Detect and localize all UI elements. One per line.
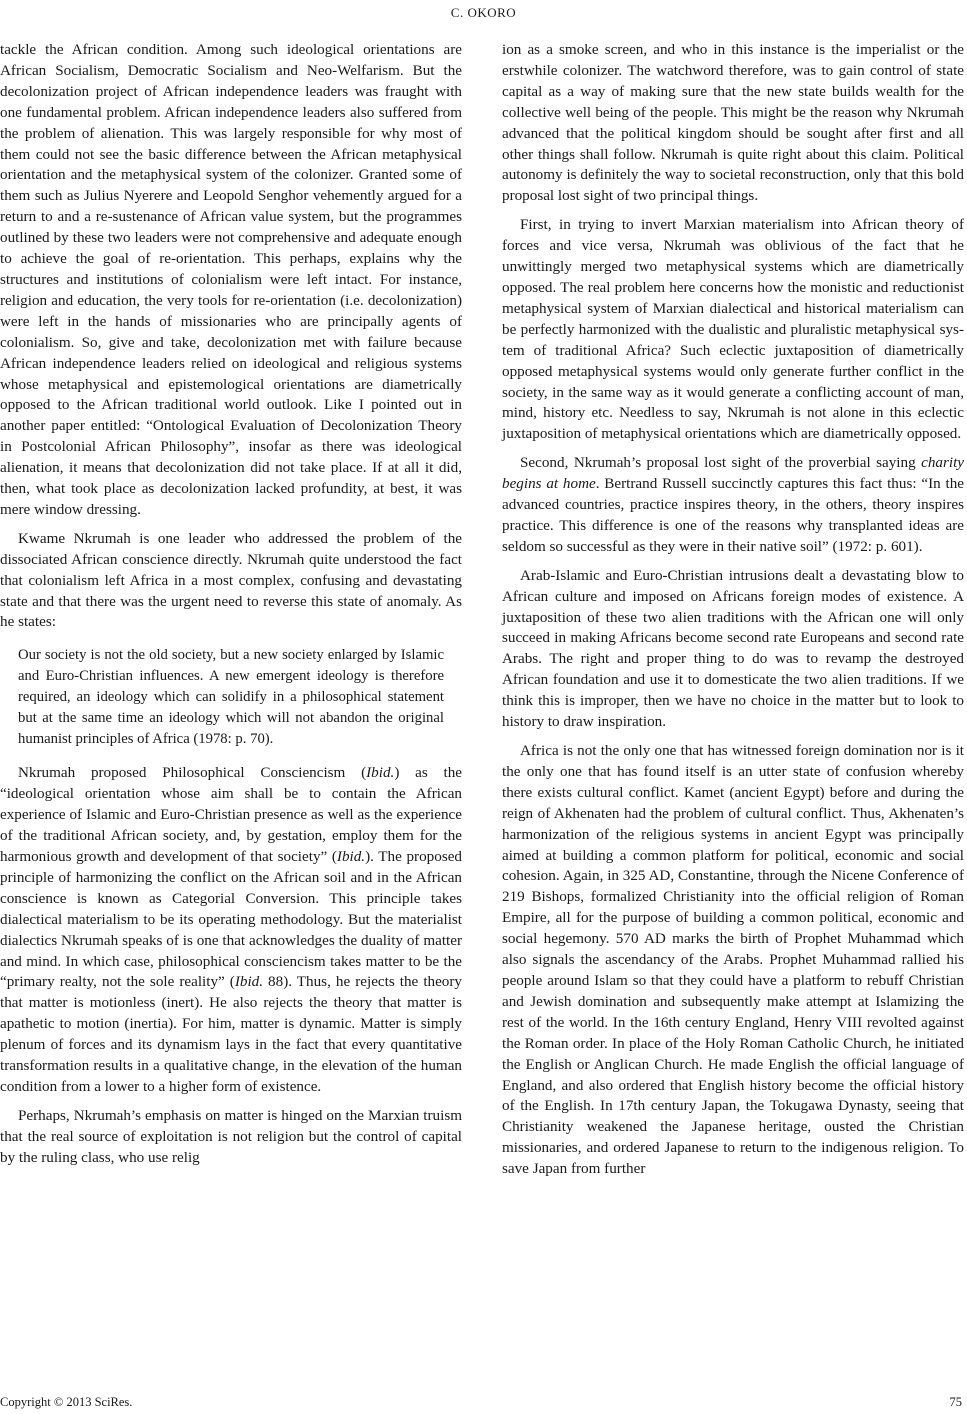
citation-ibid: Ibid. [366, 764, 395, 782]
paragraph: Kwame Nkrumah is one leader who addressed the problem of the dissociated African conscience directly. Nkrumah quite understood the fact that colonialism left Africa in a most complex, confusing and devastating state and that there was the urgent need to reverse this state of anomaly. As he states: [0, 529, 462, 631]
citation-ibid: Ibid. [234, 973, 264, 991]
text-run: ) as the “ideological orientation whose aim shall be to contain the African experience of Islamic and Euro-Christian presence as well as the experience of the traditional African society, and, by gestation, employ them for the harmonious growth and development of that society” ( [0, 764, 462, 865]
paragraph: Africa is not the only one that has witnessed foreign domination nor is it the only one that has found itself is an utter state of confusion whereby there exists cultural conflict. Kamet (ancient Egypt) before and during the reign of Akhenaten had the problem of cultural conflict. Thus, Akhenaten’s harmonization of the religious systems in ancient Egypt was principally aimed at building a common platform for political, economic and social cohesion. Again, in 325 AD, Constantine, through the Nicene Conference of 219 Bishops, formalized Christianity into the official religion of Roman Empire, all for the purpose of building a common political, economic and social hegemony. 570 AD marks the birth of Prophet Muhammad which also signals the ascendancy of the Arabs. Prophet Muhammad rallied his people around Islam so that they could have a platform to rebuff Christian and Jewish domination and subsequently make attempt at Islamizing the rest of the world. In the 16th century England, Henry VIII revolted against the Roman order. In place of the Holy Roman Catholic Church, he initiated the English or Anglican Church. He made English the official language of England, and also ordered that English history become the official history of the English. In 17th century Japan, the Tokugawa Dynasty, seeing that Christianity weakened the Japanese heritage, ousted the Christian missionaries, and ordered Japanese to return to the indigenous religion. To save Japan from further [502, 742, 964, 1178]
text-run: Second, Nkrumah’s proposal lost sight of the proverbial saying [520, 454, 922, 472]
copyright-notice: Copyright © 2013 SciRes. [0, 1395, 133, 1409]
left-column [0, 40, 462, 1177]
right-column [502, 40, 964, 1188]
page-number: 75 [949, 1395, 962, 1409]
paragraph: tackle the African condition. Among such ideological orientations are African Socialism, Democratic Socialism and Neo-Welfarism. But the decolonization project of African independence leaders was fraught with one fundamental problem. African independence leaders also suffered from the problem of alienation. This was largely responsible for why most of them could not see the basic difference between the African metaphysical orientation and the metaphysical system of the colonizer. Granted some of them such as Julius Nyerere and Leopold Senghor vehemently argued for a return to and a re-sustenance of African value system, but the programmes outlined by these two leaders were not comprehensive and adequate enough to achieve the goal of re-orientation. This perhaps, explains why the structures and institutions of colonialism were left intact. For instance, religion and education, the very tools for re-orientation (i.e. decolonization) were left in the hands of missionaries who are principally agents of colonialism. So, give and take, decolonization met with failure because African independence leaders relied on ideological and religious systems whose metaphysical and epistemological orientations are diametrically opposed to the African traditional world outlook. Like I pointed out in another paper entitled: “Ontological Evaluation of Decolonization Theory in Postcolonial African Philosophy”, insofar as there was ideological alienation, it means that decolonization did not take place. If at all it did, then, what took place as decolonization lacked profundity, at best, it was mere window dressing. [0, 41, 462, 518]
paragraph: Arab-Islamic and Euro-Christian intrusions dealt a devastating blow to African culture and imposed on Africans foreign modes of existence. A juxtaposition of these two alien traditions with the African one will only succeed in making Africans become second rate Europeans and second rate Arabs. The right and proper thing to do was to revamp the destroyed African foundation and use it to domesticate the two alien traditions. If we think this is improper, then we have no choice in the matter but to look to history to draw inspiration. [502, 566, 964, 731]
paragraph [502, 453, 964, 558]
text-run: Nkrumah proposed Philosophical Consciencism ( [18, 764, 367, 782]
text-run: 88). Thus, he rejects the theory that matter is motionless (inert). He also rejects the theory that matter is apathetic to motion (inertia). For him, matter is dynamic. Matter is simply plenum of forces and its dynamism lays in the fact that every quantitative transformation results in a qualitative change, in the elevation of the human condition from a lower to a higher form of existence. [0, 973, 462, 1095]
paragraph: First, in trying to invert Marxian materialism into African theory of forces and vice versa, Nkrumah was oblivious of the fact that he unwittingly merged two metaphysical systems which are diametrically opposed. The real problem here concerns how the monistic and reductionist metaphysical system of Marxian dialectical and historical materialism can be perfectly harmonized with the dualistic and pluralistic metaphysical system of traditional Africa? Such eclectic juxtaposition of diametrically opposed metaphysical systems would only generate further conflict in the society, in the same way as it would generate a conflicting account of man, mind, history etc. Needless to say, Nkrumah is not alone in this eclectic juxtaposition of metaphysical orientations which are diametrically opposed. [502, 216, 964, 443]
block-quote: Our society is not the old society, but a new society enlarged by Islamic and Euro-Christian influences. A new emergent ideology is therefore required, an ideology which can solidify in a philosophical statement but at the same time an ideology which will not abandon the original humanist principles of Africa (1978: p. 70). [18, 647, 444, 748]
text-run: . Bertrand Russell succinctly captures this fact thus: “In the advanced countries, practice inspires theory, in the others, theory inspires practice. This difference is one of the reasons why transplanted ideas are seldom so successful as they were in their native soil” (1972: p. 601). [502, 475, 964, 555]
paragraph [0, 763, 462, 1098]
text-run: ). The proposed principle of harmonizing the conflict on the African soil and in the African conscience is known as Categorial Conversion. This principle takes dialectical materialism to be its operating methodology. But the materialist dialectics Nkrumah speaks of is one that acknowledges the duality of matter and mind. In which case, philosophical consciencism takes matter to be the “primary realty, not the sole reality” ( [0, 848, 462, 991]
running-head: C. OKORO [450, 5, 517, 20]
citation-ibid: Ibid. [336, 848, 366, 865]
paragraph: ion as a smoke screen, and who in this instance is the imperialist or the erstwhile colonizer. The watchword therefore, was to gain control of state capital as a way of making sure that the new state builds wealth for the collective well being of the people. This might be the reason why Nkrumah advanced that the political kingdom should be sought after first and all other things shall follow. Nkrumah is quite right about this claim. Political autonomy is definitely the way to societal reconstruction, only that this bold proposal lost sight of two principal things. [502, 41, 964, 205]
paragraph: Perhaps, Nkrumah’s emphasis on matter is hinged on the Marxian truism that the real source of exploitation is not religion but the control of capital by the ruling class, who use relig [0, 1106, 462, 1166]
italic-phrase: charity begins at home [502, 454, 964, 493]
